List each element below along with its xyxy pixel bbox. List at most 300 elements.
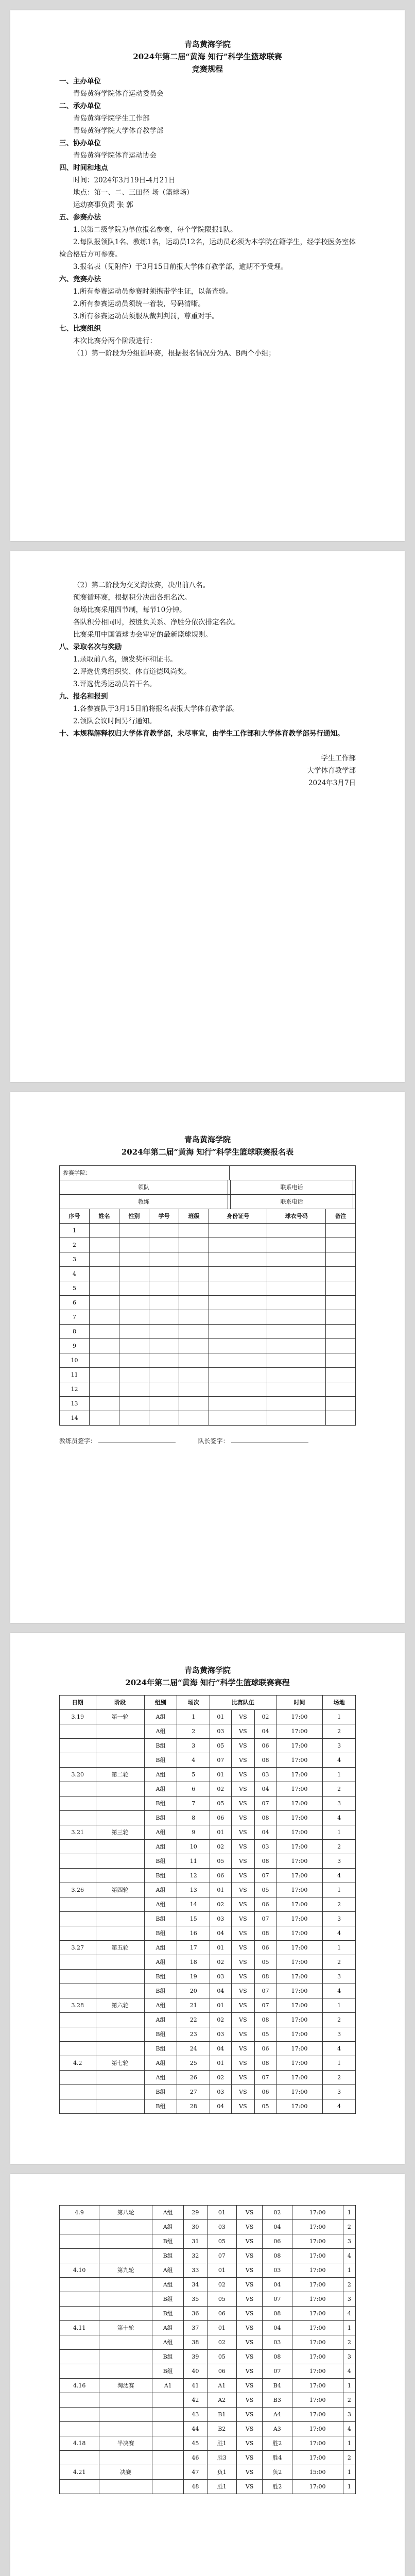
schedule-cell [60, 2099, 96, 2114]
form-cell[interactable] [90, 1267, 119, 1281]
schedule-cell: VS [237, 2292, 263, 2307]
form-cell[interactable] [149, 1224, 179, 1238]
schedule-cell: 17:00 [292, 2292, 343, 2307]
form-cell[interactable] [267, 1238, 325, 1252]
form-cell[interactable] [325, 1411, 355, 1426]
schedule-cell: 17:00 [292, 2278, 343, 2292]
schedule-cell: 3 [323, 1912, 356, 1926]
form-cell[interactable] [119, 1281, 149, 1296]
form-cell[interactable] [267, 1267, 325, 1281]
section-heading: 三、协办单位 [59, 139, 101, 147]
schedule-row [60, 2013, 356, 2027]
schedule-cell: 17:00 [276, 1941, 323, 1955]
schedule-cell: 06 [207, 2307, 237, 2321]
schedule-cell: 决赛 [99, 2465, 152, 2480]
form-cell[interactable] [90, 1325, 119, 1339]
schedule-cell [99, 2220, 152, 2234]
schedule-column-header: 场次 [177, 1696, 210, 1710]
form-cell[interactable] [209, 1224, 267, 1238]
schedule-column-header: 时间 [276, 1696, 323, 1710]
schedule-cell: 30 [184, 2220, 207, 2234]
schedule-cell: 1 [343, 2263, 355, 2278]
schedule-cell [96, 1739, 144, 1753]
schedule-cell: 17:00 [276, 2099, 323, 2114]
form-cell[interactable] [119, 1296, 149, 1310]
schedule-cell: 4.11 [60, 2321, 99, 2335]
form-cell[interactable] [325, 1238, 355, 1252]
schedule-cell: 07 [263, 2292, 292, 2307]
schedule-cell: 04 [255, 1782, 276, 1797]
schedule-cell: 33 [184, 2263, 207, 2278]
section-heading: 七、比赛组织 [59, 325, 101, 333]
schedule-cell: 01 [210, 1941, 232, 1955]
schedule-cell: VS [231, 1811, 255, 1825]
form-cell[interactable] [90, 1339, 119, 1353]
form-cell[interactable] [267, 1353, 325, 1368]
schedule-row [60, 2321, 356, 2335]
schedule-cell: 02 [210, 1840, 232, 1854]
form-cell[interactable] [90, 1368, 119, 1382]
form-cell[interactable] [209, 1325, 267, 1339]
form-row-number: 3 [60, 1252, 90, 1267]
form-cell[interactable] [209, 1368, 267, 1382]
schedule-cell [96, 1970, 144, 1984]
form-cell[interactable] [179, 1353, 209, 1368]
form-cell[interactable] [179, 1252, 209, 1267]
schedule-cell: 17:00 [276, 1753, 323, 1768]
schedule-cell: 08 [255, 1926, 276, 1941]
schedule-cell: 03 [263, 2335, 292, 2350]
form-cell[interactable] [90, 1281, 119, 1296]
schedule-cell: A组 [144, 1955, 177, 1970]
schedule-cell: 1 [323, 1768, 356, 1782]
schedule-cell: B组 [144, 1854, 177, 1869]
schedule-row [60, 2220, 356, 2234]
form-cell[interactable] [325, 1252, 355, 1267]
form-cell[interactable] [179, 1296, 209, 1310]
schedule-row [60, 2480, 356, 2494]
schedule-cell: 第八轮 [99, 2206, 152, 2220]
schedule-cell: B组 [152, 2350, 184, 2364]
form-cell[interactable] [149, 1397, 179, 1411]
schedule-cell: VS [231, 1998, 255, 2013]
paragraph: 本次比赛分两个阶段进行： [73, 337, 157, 345]
schedule-cell: B组 [152, 2234, 184, 2249]
schedule-cell: 17:00 [276, 1869, 323, 1883]
schedule-cell: 08 [255, 2056, 276, 2071]
section-heading: 四、时间和地点 [59, 164, 108, 172]
form-row [60, 1325, 356, 1339]
schedule-cell: 26 [177, 2071, 210, 2085]
form-leader-phone-field[interactable] [353, 1180, 355, 1195]
schedule-cell [60, 2013, 96, 2027]
schedule-cell [60, 1869, 96, 1883]
schedule-cell: 第五轮 [96, 1941, 144, 1955]
schedule-cell: 17:00 [292, 2234, 343, 2249]
schedule-cell: 9 [177, 1825, 210, 1840]
paragraph: 时间：2024年3月19日-4月21日 [73, 176, 176, 184]
form-cell[interactable] [119, 1353, 149, 1368]
schedule-cell: 17:00 [292, 2364, 343, 2379]
schedule-cell [60, 1739, 96, 1753]
schedule-cell: VS [231, 1984, 255, 1998]
schedule-row [60, 2278, 356, 2292]
schedule-cell [96, 1840, 144, 1854]
form-cell[interactable] [149, 1411, 179, 1426]
form-cell[interactable] [325, 1368, 355, 1382]
form-cell[interactable] [90, 1238, 119, 1252]
schedule-cell: 04 [210, 2099, 232, 2114]
schedule-cell: B组 [152, 2292, 184, 2307]
form-cell[interactable] [325, 1296, 355, 1310]
form-cell[interactable] [119, 1368, 149, 1382]
schedule-cell: 07 [210, 1753, 232, 1768]
form-cell[interactable] [179, 1325, 209, 1339]
form-row [60, 1310, 356, 1325]
form-cell[interactable] [325, 1397, 355, 1411]
schedule-cell: 03 [255, 1768, 276, 1782]
form-cell[interactable] [209, 1353, 267, 1368]
schedule-cell: 4 [323, 1926, 356, 1941]
schedule-cell: 1 [343, 2480, 355, 2494]
schedule-cell [96, 1854, 144, 1869]
schedule-cell: 2 [323, 1782, 356, 1797]
form-cell[interactable] [149, 1310, 179, 1325]
form-cell[interactable] [119, 1238, 149, 1252]
schedule-cell: 4 [323, 1753, 356, 1768]
form-cell[interactable] [267, 1325, 325, 1339]
schedule-cell [60, 2234, 99, 2249]
schedule-cell [60, 1970, 96, 1984]
schedule-cell: 1 [323, 2056, 356, 2071]
schedule-cell: 半决赛 [99, 2436, 152, 2451]
form-cell[interactable] [325, 1353, 355, 1368]
schedule-cell: VS [237, 2422, 263, 2436]
schedule-cell: 01 [210, 2056, 232, 2071]
form-row-number: 1 [60, 1224, 90, 1238]
form-cell[interactable] [209, 1397, 267, 1411]
form-cell[interactable] [267, 1252, 325, 1267]
form-cell[interactable] [179, 1281, 209, 1296]
form-cell[interactable] [209, 1339, 267, 1353]
schedule-row [60, 2422, 356, 2436]
form-cell[interactable] [325, 1325, 355, 1339]
schedule-cell: 04 [210, 1984, 232, 1998]
schedule-cell: 3.20 [60, 1768, 96, 1782]
section-heading: 九、报名和报到 [59, 692, 108, 701]
doc-title-school: 青岛黄海学院 [184, 40, 231, 49]
section-heading: 二、承办单位 [59, 102, 101, 110]
schedule-cell [60, 2350, 99, 2364]
schedule-cell: 3 [323, 1854, 356, 1869]
form-cell[interactable] [119, 1397, 149, 1411]
page-3 [10, 1092, 405, 1623]
form-row-number: 12 [60, 1382, 90, 1397]
schedule-cell: VS [231, 1782, 255, 1797]
form-cell[interactable] [179, 1310, 209, 1325]
form-cell[interactable] [90, 1353, 119, 1368]
schedule-cell: B组 [152, 2249, 184, 2263]
schedule-cell: 3 [323, 2085, 356, 2099]
form-cell[interactable] [149, 1339, 179, 1353]
schedule-cell: 3 [343, 2350, 355, 2364]
form-cell[interactable] [209, 1281, 267, 1296]
paragraph: 1.以第二级学院为单位报名参赛，每个学院限报1队。 [73, 226, 237, 234]
schedule-cell: 06 [263, 2234, 292, 2249]
form-cell[interactable] [90, 1310, 119, 1325]
schedule-cell: VS [237, 2263, 263, 2278]
schedule-cell: 08 [255, 1854, 276, 1869]
form-row [60, 1238, 356, 1252]
schedule-cell: 3.21 [60, 1825, 96, 1840]
schedule-cell [60, 2027, 96, 2042]
form-cell[interactable] [179, 1368, 209, 1382]
form-row-number: 7 [60, 1310, 90, 1325]
form-cell[interactable] [149, 1252, 179, 1267]
schedule-cell: VS [231, 2056, 255, 2071]
schedule-cell [60, 1897, 96, 1912]
schedule-cell [96, 1897, 144, 1912]
schedule-cell: B组 [144, 2042, 177, 2056]
schedule-cell [60, 2422, 99, 2436]
schedule-row [60, 2042, 356, 2056]
schedule-cell: 01 [210, 1710, 232, 1724]
schedule-cell: 01 [207, 2263, 237, 2278]
schedule-cell: B组 [144, 1984, 177, 1998]
schedule-cell: A组 [144, 1883, 177, 1897]
schedule-row [60, 2408, 356, 2422]
schedule-cell: 05 [207, 2234, 237, 2249]
schedule-cell: B组 [144, 1811, 177, 1825]
form-cell[interactable] [325, 1267, 355, 1281]
form-cell[interactable] [325, 1224, 355, 1238]
schedule-cell [60, 2292, 99, 2307]
schedule-cell: B组 [144, 1739, 177, 1753]
schedule-row [60, 2436, 356, 2451]
schedule-row [60, 2364, 356, 2379]
form-cell[interactable] [267, 1382, 325, 1397]
schedule-cell: 3.19 [60, 1710, 96, 1724]
schedule-row [60, 1753, 356, 1768]
schedule-cell: VS [231, 2027, 255, 2042]
form-cell[interactable] [267, 1224, 325, 1238]
signature-dept-2: 大学体育教学部 [307, 767, 356, 775]
form-cell[interactable] [179, 1397, 209, 1411]
schedule-cell: A组 [152, 2263, 184, 2278]
form-row [60, 1267, 356, 1281]
form-cell[interactable] [267, 1368, 325, 1382]
schedule-cell: 17:00 [276, 1840, 323, 1854]
form-cell[interactable] [209, 1411, 267, 1426]
section-heading: 六、竞赛办法 [59, 275, 101, 283]
form-cell[interactable] [90, 1397, 119, 1411]
schedule-cell [60, 2393, 99, 2408]
form-cell[interactable] [119, 1224, 149, 1238]
schedule-cell [96, 1811, 144, 1825]
schedule-cell: VS [237, 2278, 263, 2292]
schedule-cell: 03 [210, 1912, 232, 1926]
form-cell[interactable] [119, 1252, 149, 1267]
schedule-cell [96, 1797, 144, 1811]
form-cell[interactable] [267, 1310, 325, 1325]
schedule-cell: 17:00 [276, 2056, 323, 2071]
schedule-cell: VS [231, 1941, 255, 1955]
form-cell[interactable] [149, 1267, 179, 1281]
form-coach-phone-field[interactable] [353, 1195, 355, 1209]
form-cell[interactable] [267, 1397, 325, 1411]
schedule-cell: 17:00 [276, 1854, 323, 1869]
schedule-cell: 06 [255, 1941, 276, 1955]
schedule-cell: 32 [184, 2249, 207, 2263]
form-row-number: 13 [60, 1397, 90, 1411]
form-cell[interactable] [119, 1411, 149, 1426]
schedule-cell: 第九轮 [99, 2263, 152, 2278]
form-row-number: 5 [60, 1281, 90, 1296]
schedule-cell: 4 [323, 1869, 356, 1883]
schedule-cell: 17:00 [276, 2027, 323, 2042]
schedule-cell: 02 [255, 1710, 276, 1724]
schedule-cell [60, 2071, 96, 2085]
form-row [60, 1382, 356, 1397]
form-cell[interactable] [90, 1411, 119, 1426]
form-cell[interactable] [209, 1296, 267, 1310]
schedule-cell: 08 [255, 1970, 276, 1984]
schedule-cell: 48 [184, 2480, 207, 2494]
form-cell[interactable] [149, 1281, 179, 1296]
form-cell[interactable] [119, 1339, 149, 1353]
schedule-cell: B组 [144, 1753, 177, 1768]
schedule-cell: 04 [263, 2321, 292, 2335]
form-cell[interactable] [90, 1224, 119, 1238]
form-cell[interactable] [179, 1267, 209, 1281]
schedule-cell: 17:00 [276, 1797, 323, 1811]
schedule-cell: 08 [255, 2013, 276, 2027]
paragraph: 2.领队会议时间另行通知。 [73, 717, 157, 725]
form-cell[interactable] [267, 1339, 325, 1353]
form-cell[interactable] [90, 1296, 119, 1310]
schedule-cell: A组 [144, 1897, 177, 1912]
page-1 [10, 10, 405, 541]
form-school-field[interactable] [229, 1166, 355, 1180]
schedule-cell: 29 [184, 2206, 207, 2220]
schedule-cell [60, 1854, 96, 1869]
schedule-cell: 04 [263, 2278, 292, 2292]
form-cell[interactable] [119, 1267, 149, 1281]
schedule-cell: 01 [210, 1883, 232, 1897]
schedule-cell: 03 [210, 2027, 232, 2042]
schedule-cell: 10 [177, 1840, 210, 1854]
form-cell[interactable] [149, 1368, 179, 1382]
form-cell[interactable] [119, 1382, 149, 1397]
schedule-row [60, 1825, 356, 1840]
form-column-header: 班级 [179, 1209, 209, 1224]
paragraph: 2.每队报领队1名、教练1名，运动员12名，运动员必须为本学院在籍学生，经学校医务室体检合格后方可参赛。 [59, 238, 356, 259]
form-cell[interactable] [267, 1281, 325, 1296]
schedule-cell: B组 [144, 1912, 177, 1926]
schedule-cell: 05 [255, 1955, 276, 1970]
schedule-cell: 第二轮 [96, 1768, 144, 1782]
schedule-cell: A3 [263, 2422, 292, 2436]
form-cell[interactable] [267, 1411, 325, 1426]
schedule-cell: 17:00 [276, 2085, 323, 2099]
form-cell[interactable] [209, 1267, 267, 1281]
schedule-cell: 08 [263, 2307, 292, 2321]
schedule-cell: 17:00 [292, 2393, 343, 2408]
schedule-cell [96, 1869, 144, 1883]
schedule-row [60, 2085, 356, 2099]
schedule-cell: 03 [207, 2220, 237, 2234]
schedule-cell [60, 1955, 96, 1970]
schedule-cell: 第一轮 [96, 1710, 144, 1724]
schedule-row [60, 2335, 356, 2350]
schedule-cell: 17:00 [292, 2249, 343, 2263]
form-cell[interactable] [149, 1353, 179, 1368]
form-cell[interactable] [179, 1382, 209, 1397]
form-cell[interactable] [179, 1411, 209, 1426]
schedule-row [60, 2071, 356, 2085]
form-cell[interactable] [90, 1252, 119, 1267]
form-row-number: 11 [60, 1368, 90, 1382]
schedule-cell: 4.21 [60, 2465, 99, 2480]
form-row-number: 4 [60, 1267, 90, 1281]
form-cell[interactable] [119, 1325, 149, 1339]
form-row-number: 10 [60, 1353, 90, 1368]
schedule-cell: 2 [343, 2278, 355, 2292]
form-cell[interactable] [179, 1238, 209, 1252]
schedule-row [60, 1998, 356, 2013]
schedule-row [60, 2027, 356, 2042]
schedule-cell [96, 2013, 144, 2027]
schedule-cell: 03 [255, 1840, 276, 1854]
form-cell[interactable] [209, 1382, 267, 1397]
schedule-cell: 7 [177, 1797, 210, 1811]
schedule-cell: 17:00 [276, 1782, 323, 1797]
schedule-cell: 第六轮 [96, 1998, 144, 2013]
schedule-cell: 12 [177, 1869, 210, 1883]
form-cell[interactable] [149, 1238, 179, 1252]
schedule-cell: 41 [184, 2379, 207, 2393]
form-cell[interactable] [267, 1296, 325, 1310]
form-cell[interactable] [325, 1281, 355, 1296]
form-column-header: 备注 [325, 1209, 355, 1224]
form-cell[interactable] [325, 1382, 355, 1397]
form-cell[interactable] [209, 1252, 267, 1267]
form-cell[interactable] [149, 1296, 179, 1310]
form-cell[interactable] [325, 1339, 355, 1353]
form-cell[interactable] [119, 1310, 149, 1325]
schedule-cell: 2 [323, 2071, 356, 2085]
schedule-row [60, 1811, 356, 1825]
schedule-cell: 03 [210, 1970, 232, 1984]
schedule-cell: A4 [263, 2408, 292, 2422]
form-cell[interactable] [179, 1339, 209, 1353]
form-cell[interactable] [325, 1310, 355, 1325]
form-cell[interactable] [149, 1325, 179, 1339]
schedule-cell: 17:00 [276, 1724, 323, 1739]
schedule-column-header: 阶段 [96, 1696, 144, 1710]
schedule-cell: A组 [144, 2013, 177, 2027]
schedule-cell: 06 [207, 2364, 237, 2379]
paragraph: 预赛循环赛，根据积分决出各组名次。 [73, 594, 192, 602]
form-cell[interactable] [209, 1310, 267, 1325]
schedule-cell: 3 [323, 2027, 356, 2042]
form-cell[interactable] [179, 1224, 209, 1238]
form-cell[interactable] [209, 1238, 267, 1252]
schedule-cell: 11 [177, 1854, 210, 1869]
form-cell[interactable] [90, 1382, 119, 1397]
schedule-cell: 3 [323, 1739, 356, 1753]
form-cell[interactable] [149, 1382, 179, 1397]
